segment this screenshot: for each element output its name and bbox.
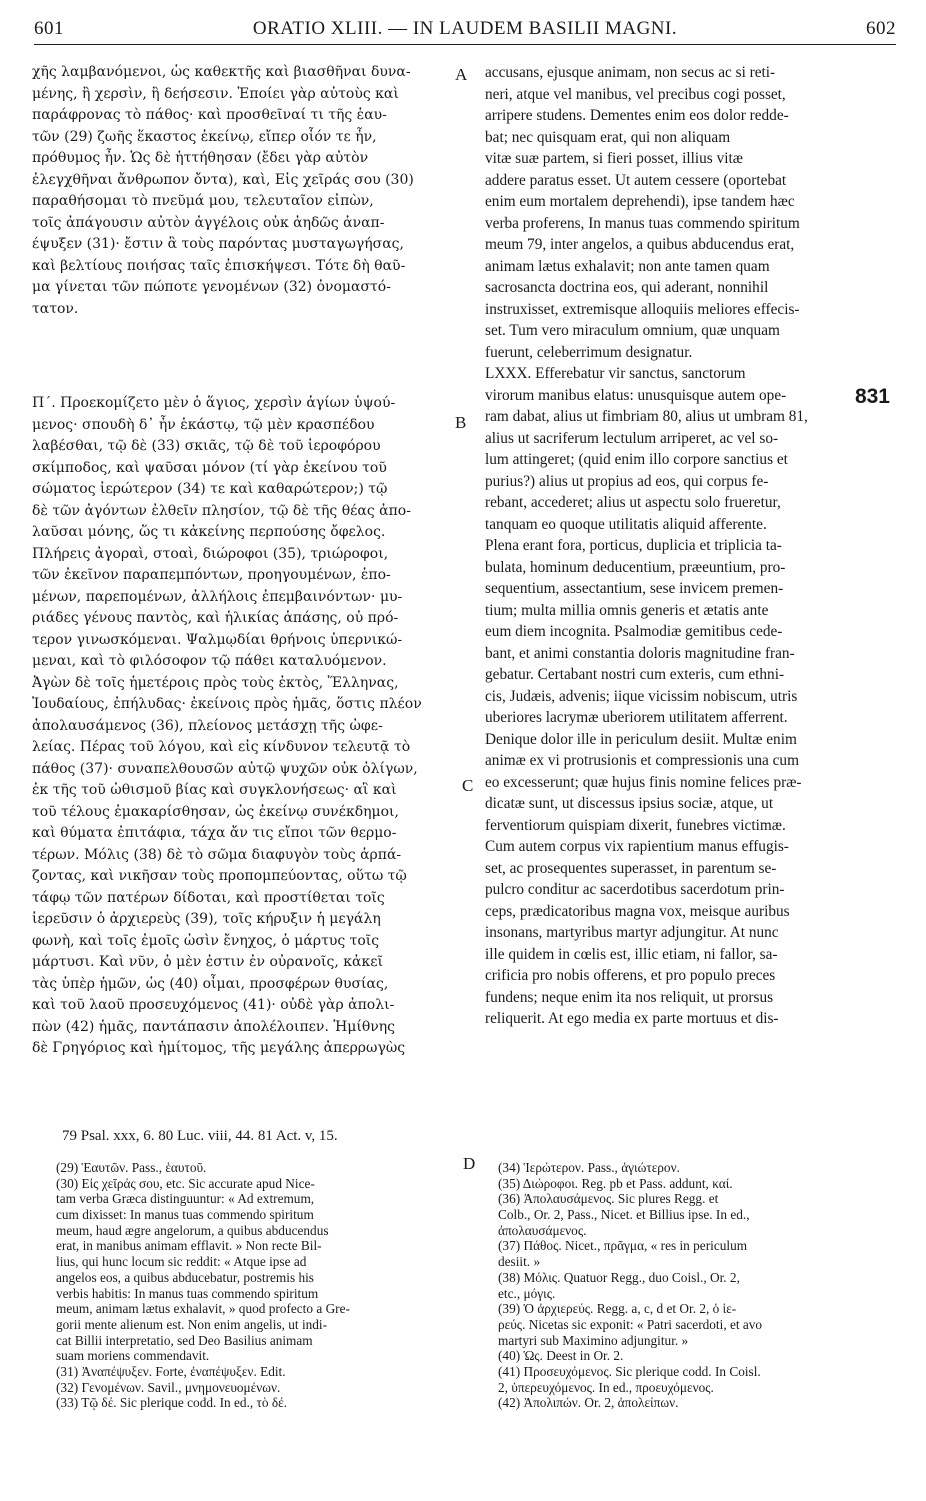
greek-line: δὲ τῶν ἀγόντων ἐλθεῖν πλησίον, τῷ δὲ τῆς θέας ἀπο- <box>32 502 411 519</box>
note-line: (36) Ἀπολαυσάμενος. Sic plures Regg. et <box>498 1191 719 1207</box>
greek-line: μάρτυσι. Καὶ νῦν, ὁ μὲν ἐστιν ἐν οὐρανοῖς, κἀκεῖ <box>32 954 383 970</box>
greek-line: ἀπολαυσάμενος (36), πλείονος μετάσχῃ τῆς ὠφε- <box>32 717 383 734</box>
latin-line: instruxisset, extremisque alloquiis meliores effecis- <box>485 300 800 318</box>
latin-line: Denique dolor ille in periculum desiit. Multæ enim <box>485 730 797 748</box>
greek-line: λείας. Πέρας τοῦ λόγου, καὶ εἰς κίνδυνον τελευτᾷ τὸ <box>32 739 411 755</box>
note-line: (30) Εἰς χεῖράς σου, etc. Sic accurate apud Nice- <box>56 1175 315 1191</box>
greek-text-top <box>32 62 456 320</box>
note-line: suam moriens commendavit. <box>56 1348 210 1364</box>
note-line: erat, in manibus animam efflavit. » Non recte Bil- <box>56 1238 322 1254</box>
greek-line: ἐλεγχθῆναι ἄνθρωπον ὄντα), καὶ, Εἰς χεῖράς σου (30) <box>32 171 414 188</box>
note-line: desiit. » <box>498 1254 541 1270</box>
greek-line: λαῦσαι μόνης, ὥς τι κἀκείνης περπούσης ὄφελος. <box>32 524 386 540</box>
greek-line: καὶ τοῦ λαοῦ προσευχόμενος (41)· οὐδὲ γὰρ ἀπολι- <box>32 997 395 1013</box>
latin-line: LXXX. Efferebatur vir sanctus, sanctorum <box>485 365 746 382</box>
note-line: (32) Γενομένων. Savil., μνημονευομένων. <box>56 1379 281 1395</box>
greek-line: δὲ Γρηγόριος καὶ ἡμίτομος, τῆς μεγάλης ἀπερρωγὼς <box>32 1040 406 1056</box>
latin-line: gebatur. Certabant nostri cum exteris, cum ethni- <box>485 666 785 683</box>
notes-right-column <box>498 1160 898 1411</box>
latin-line: addere paratus esset. Ut autem cessere (oportebat <box>485 171 787 189</box>
latin-line: insonans, martyribus martyr adjungitur. At nunc <box>485 924 779 941</box>
latin-line: sequentium, assectantium, sese invicem premen- <box>485 580 784 597</box>
note-line: angelos eos, a quibus abducebatur, postremis his <box>56 1269 314 1285</box>
greek-line: τέρων. Μόλις (38) δὲ τὸ σῶμα διαφυγὸν τοὺς ἁρπά- <box>32 846 402 863</box>
greek-line: καὶ βελτίους ποιήσας ταῖς ἐπισκήψεσι. Τότε δὴ θαῦ- <box>32 257 406 274</box>
latin-line: Cum autem corpus vix rapientium manus effugis- <box>485 838 789 855</box>
note-line: (37) Πάθος. Nicet., πρᾶγμα, « res in periculum <box>498 1238 748 1254</box>
note-line: verbis habitis: In manus tuas commendo spiritum <box>56 1285 319 1301</box>
latin-line: pulcro conditur ac sacerdotibus sacerdotum prin- <box>485 881 785 898</box>
greek-line: ριάδες γένους παντὸς, καὶ ἡλικίας ἁπάσης, οὐ πρό- <box>32 610 399 626</box>
latin-line: Plena erant fora, porticus, duplicia et triplicia ta- <box>485 537 782 554</box>
greek-line: ἱερεῦσιν ὁ ἀρχιερεὺς (39), τοῖς κήρυξιν ἡ μεγάλη <box>32 911 381 927</box>
margin-marker-c: C <box>462 776 474 795</box>
latin-line: fundens; neque enim ita nos reliquit, ut prorsus <box>485 988 774 1006</box>
greek-line: πάθος (37)· συναπελθουσῶν αὐτῷ ψυχῶν οὐκ ὀλίγων, <box>32 760 418 777</box>
running-title: ORATIO XLIII. — IN LAUDEM BASILII MAGNI. <box>252 18 678 39</box>
scripture-references: 79 Psal. xxx, 6. 80 Luc. viii, 44. 81 Act. v, 15. <box>62 1128 338 1144</box>
latin-line: bulata, hominum deducentium, præeuntium, pro- <box>485 558 786 576</box>
greek-line: τατον. <box>32 300 79 317</box>
note-line: Colb., Or. 2, Pass., Nicet. et Billius ipse. In ed., <box>498 1207 750 1223</box>
latin-line: arripere studens. Dementes enim eos dolor redde- <box>485 107 789 124</box>
note-line: (41) Προσευχόμενος. Sic plerique codd. In Coisl. <box>498 1363 761 1379</box>
latin-line: animam lætus exhalavit; non ante tamen quam <box>485 257 770 275</box>
note-line: cat Billii interpretatio, sed Deo Basilius animam <box>56 1332 313 1348</box>
notes-left-column <box>56 1160 460 1411</box>
note-line: etc., μόγις. <box>498 1285 556 1301</box>
latin-line: purius?) alius ut propius ad eos, qui corpus fe- <box>485 472 769 490</box>
note-line: (31) Ἀναπέψυξεν. Forte, ἐναπέψυξεν. Edit. <box>56 1363 286 1379</box>
greek-line: λαβέσθαι, τῷ δὲ (33) σκιᾶς, τῷ δὲ τοῦ ἱεροφόρου <box>32 438 381 454</box>
latin-line: uberiores lacrymæ uberiorem utilitatem afferrent. <box>485 709 788 726</box>
latin-line: virorum manibus elatus: unusquisque autem ope- <box>485 386 787 404</box>
greek-line: παραθήσομαι τὸ πνεῦμά μου, τελευταῖον εἰπὼν, <box>32 193 374 209</box>
latin-line: crificia pro nobis offerens, et pro populo preces <box>485 967 776 984</box>
latin-line: accusans, ejusque animam, non secus ac si reti- <box>485 64 776 81</box>
note-line: meum, animam lætus exhalavit, » quod profecto a Gre- <box>56 1301 350 1317</box>
greek-line: μένης, ἢ χερσὶν, ἢ δεήσεσιν. Ἐποίει γὰρ αὐτοὺς καὶ <box>32 85 399 102</box>
note-line: ρεύς. Nicetas sic exponit: « Patri sacerdoti, et avo <box>498 1316 763 1332</box>
greek-line: τοῦ τέλους ἐμακαρίσθησαν, ὡς ἐκείνῳ συνέκδημοι, <box>32 803 399 820</box>
greek-line: τῶν (29) ζωῆς ἕκαστος ἐκείνῳ, εἴπερ οἷόν τε ἦν, <box>32 128 377 145</box>
greek-line: Ἰουδαίους, ἐπήλυδας· ἐκείνοις πρὸς ἡμᾶς, ὅστις πλέον <box>32 696 422 712</box>
latin-line: neri, atque vel manibus, vel precibus cogi posset, <box>485 85 786 103</box>
latin-line: cis, Judæis, advenis; iique vicissim nobiscum, utris <box>485 687 798 705</box>
note-line: (38) Μόλις. Quatuor Regg., duo Coisl., Or. 2, <box>498 1269 740 1285</box>
note-line: tam verba Græca distinguuntur: « Ad extremum, <box>56 1191 315 1207</box>
latin-line: animæ ex vi protrusionis et compressionis una cum <box>485 752 799 769</box>
margin-marker-a: A <box>455 65 468 84</box>
latin-line: ille quidem in cœlis est, illic etiam, ni fallor, sa- <box>485 945 778 963</box>
latin-line: bat; nec quisquam erat, qui non aliquam <box>485 128 731 146</box>
greek-line: τῶν ἐκεῖνον παραπεμπόντων, προηγουμένων, ἑπο- <box>32 567 391 583</box>
greek-line: Ἀγὼν δὲ τοῖς ἡμετέροις πρὸς τοὺς ἐκτὸς, Ἕλληνας, <box>32 674 399 691</box>
note-line: (29) Ἑαυτῶν. Pass., ἑαυτοῦ. <box>56 1160 207 1175</box>
note-line: meum, haud ægre angelorum, a quibus abducendus <box>56 1222 329 1238</box>
note-line: (34) Ἱερώτερον. Pass., ἁγιώτερον. <box>498 1160 680 1175</box>
greek-line: τερον γινωσκόμεναι. Ψαλμῳδίαι θρήνοις ὑπερνικώ- <box>32 631 403 648</box>
greek-line: μεναι, καὶ τὸ φιλόσοφον τῷ πάθει καταλυόμενον. <box>32 653 387 669</box>
greek-text-bottom <box>32 393 456 1060</box>
latin-line: tanquam eo quoque utilitatis aliquid afferente. <box>485 515 767 533</box>
note-line: (42) Ἀπολιπών. Or. 2, ἀπολείπων. <box>498 1395 679 1411</box>
latin-line: verba proferens, In manus tuas commendo spiritum <box>485 214 800 232</box>
margin-marker-d: D <box>463 1154 476 1173</box>
latin-line: bant, et animi constantia doloris magnitudine fran- <box>485 644 795 662</box>
latin-line: ferventiorum quispiam dixerit, funebres victimæ. <box>485 816 786 834</box>
greek-line: φωνὴ, καὶ τοῖς ἐμοῖς ὠσὶν ἔνηχος, ὁ μάρτυς τοῖς <box>32 932 380 949</box>
greek-line: σκίμποδος, καὶ ψαῦσαι μόνον (τί γὰρ ἐκείνου τοῦ <box>32 459 387 476</box>
latin-line: meum 79, inter angelos, a quibus abducendus erat, <box>485 236 795 253</box>
greek-line: πὼν (42) ἡμᾶς, παντάπασιν ἀπολέλοιπεν. Ἡμίθνης <box>32 1018 395 1035</box>
latin-line: sacrosancta doctrina eos, qui aderant, nonnihil <box>485 279 769 296</box>
latin-line: fuerunt, celeberrimum designatur. <box>485 343 693 361</box>
latin-line: rebant, accederet; alius ut aspectu solo frueretur, <box>485 494 781 511</box>
latin-line: set, ac prosequentes superasset, in parentum se- <box>485 859 777 877</box>
greek-line: μενος· σπουδὴ δ᾽ ἦν ἑκάστῳ, τῷ μὲν κρασπέδου <box>32 416 375 433</box>
latin-line: vitæ suæ partem, si fieri posset, illius vitæ <box>485 150 743 167</box>
note-line: (40) Ὡς. Deest in Or. 2. <box>498 1348 624 1364</box>
page-number-right: 602 <box>866 18 896 39</box>
latin-line: eo excesserunt; quæ hujus finis nomine felices præ- <box>485 773 802 791</box>
greek-line: παράφρονας τὸ πάθος· καὶ προσθεῖναί τι τῆς ἑαυ- <box>32 107 387 123</box>
note-line: gorii mente alienum est. Non enim angelis, ut indi- <box>56 1316 328 1332</box>
greek-line: τοῖς ἀπάγουσιν αὐτὸν ἀγγέλοις οὐκ ἀηδῶς ἀναπ- <box>32 214 385 231</box>
greek-line: ζοντας, καὶ νικῆσαν τοὺς προπομπεύοντας, οὕτω τῷ <box>32 868 407 884</box>
latin-line: set. Tum vero miraculum omnium, quæ unquam <box>485 322 780 339</box>
latin-line: lum attingeret; (quid enim illo corpore sanctius et <box>485 451 788 468</box>
greek-line: πρόθυμος ἦν. Ὡς δὲ ἡττήθησαν (ἔδει γὰρ αὐτὸν <box>32 150 369 166</box>
latin-translation <box>485 62 895 1030</box>
greek-line: Πλήρεις ἀγοραὶ, στοαὶ, διώροφοι (35), τριώροφοι, <box>32 545 389 562</box>
latin-line: ceps, prædicatoribus magna vox, meisque auribus <box>485 902 790 920</box>
greek-line: τάφῳ τῶν πατέρων δίδοται, καὶ προστίθεται τοῖς <box>32 889 385 906</box>
latin-line: enim eum mortalem deprehendi), ipse tandem hæc <box>485 193 795 210</box>
page-number-left: 601 <box>34 18 64 39</box>
margin-marker-b: B <box>455 413 467 432</box>
note-line: lius, qui hunc locum sic reddit: « Atque ipse ad <box>56 1254 307 1270</box>
latin-line: alius ut sacriferum lectulum arriperet, ac vel so- <box>485 429 779 447</box>
greek-line: μα γίνεται τῶν πώποτε γενομένων (32) ὀνομαστό- <box>32 279 391 295</box>
note-line: ἀπολαυσάμενος. <box>498 1222 587 1238</box>
note-line: (33) Τῷ δέ. Sic plerique codd. In ed., τὸ δέ. <box>56 1395 288 1411</box>
latin-line: tium; multa millia omnis generis et ætatis ante <box>485 601 769 619</box>
greek-line: χῆς λαμβανόμενοι, ὡς καθεκτῆς καὶ βιασθῆναι δυνα- <box>32 64 411 80</box>
latin-line: eum diem incognita. Psalmodiæ gemitibus cede- <box>485 623 783 640</box>
greek-line: έψυξεν (31)· ἔστιν ἃ τοὺς παρόντας μυσταγωγήσας, <box>32 236 404 252</box>
latin-line: reliquerit. At ego media ex parte mortuus et dis- <box>485 1010 779 1027</box>
column-number: 831 <box>854 385 890 408</box>
greek-line: καὶ θύματα ἐπιτάφια, τάχα ἄν τις εἴποι τῶν θερμο- <box>32 825 397 841</box>
latin-line: ram dabat, alius ut fimbriam 80, alius ut umbram 81, <box>485 408 808 425</box>
greek-line: τὰς ὑπὲρ ἡμῶν, ὡς (40) οἶμαι, προσφέρων θυσίας, <box>32 975 389 992</box>
note-line: (35) Διώροφοι. Reg. pb et Pass. addunt, καί. <box>498 1175 733 1191</box>
greek-line: Π΄. Προεκομίζετο μὲν ὁ ἅγιος, χερσὶν ἁγίων ὑψού- <box>32 395 396 411</box>
note-line: martyri sub Maximino adjungitur. » <box>498 1332 689 1348</box>
greek-line: μένων, παρεπομένων, ἀλλήλοις ἐπεμβαινόντων· μυ- <box>32 588 403 605</box>
running-header <box>34 14 896 45</box>
note-line: cum dixisset: In manus tuas commendo spiritum <box>56 1207 314 1223</box>
note-line: 2, ὑπερευχόμενος. In ed., προευχόμενος. <box>498 1379 714 1395</box>
greek-line: ἐκ τῆς τοῦ ὠθισμοῦ βίας καὶ συγκλονήσεως· αἳ καὶ <box>32 782 397 798</box>
greek-line: σώματος ἱερώτερον (34) τε καὶ καθαρώτερον;) τῷ <box>32 481 388 497</box>
note-line: (39) Ὁ ἀρχιερεύς. Regg. a, c, d et Or. 2, ὁ ἱε- <box>498 1301 737 1317</box>
latin-line: dicatæ sunt, ut discessus ipsius sociæ, atque, ut <box>485 795 774 812</box>
